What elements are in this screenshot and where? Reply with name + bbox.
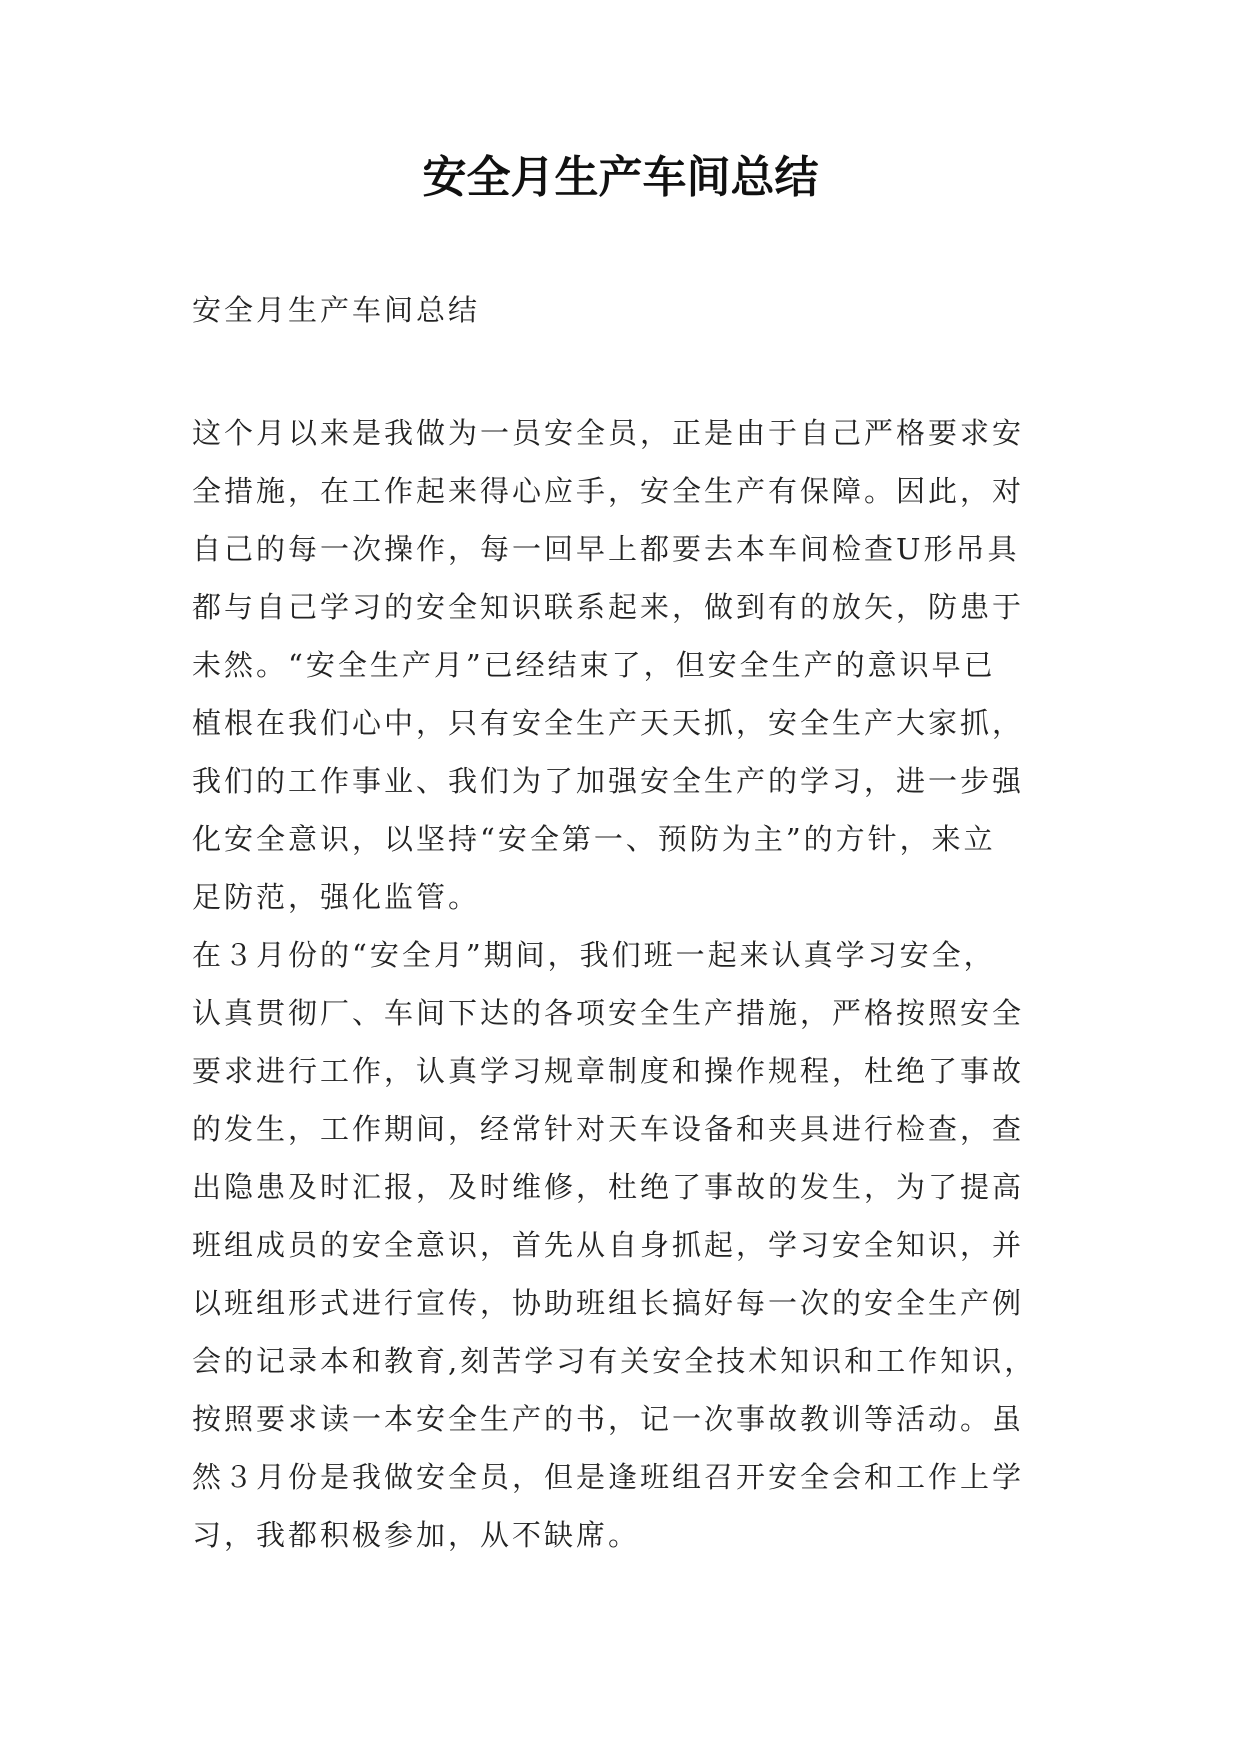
body-line: 我们的工作事业、我们为了加强安全生产的学习，进一步强 <box>192 764 1025 798</box>
document-body <box>192 404 1062 1564</box>
document-subtitle: 安全月生产车间总结 <box>192 293 481 327</box>
body-line: 在３月份的“安全月”期间，我们班一起来认真学习安全， <box>192 938 996 972</box>
body-line: 全措施，在工作起来得心应手，安全生产有保障。因此，对 <box>192 474 1025 508</box>
body-line: 植根在我们心中，只有安全生产天天抓，安全生产大家抓， <box>192 706 1025 740</box>
body-line: 都与自己学习的安全知识联系起来，做到有的放矢，防患于 <box>192 590 1025 624</box>
body-line: 会的记录本和教育,刻苦学习有关安全技术知识和工作知识， <box>192 1344 1037 1378</box>
body-line: 要求进行工作，认真学习规章制度和操作规程，杜绝了事故 <box>192 1054 1025 1088</box>
body-line: 自己的每一次操作，每一回早上都要去本车间检查U形吊具 <box>192 532 1020 566</box>
body-line: 这个月以来是我做为一员安全员，正是由于自己严格要求安 <box>192 416 1025 450</box>
document-title: 安全月生产车间总结 <box>422 152 819 203</box>
body-line: 化安全意识，以坚持“安全第一、预防为主”的方针，来立 <box>192 822 996 856</box>
body-line: 班组成员的安全意识，首先从自身抓起，学习安全知识，并 <box>192 1228 1025 1262</box>
body-line: 足防范，强化监管。 <box>192 880 481 914</box>
body-line: 以班组形式进行宣传，协助班组长搞好每一次的安全生产例 <box>192 1286 1025 1320</box>
body-line: 出隐患及时汇报，及时维修，杜绝了事故的发生，为了提高 <box>192 1170 1025 1204</box>
body-line: 习，我都积极参加，从不缺席。 <box>192 1518 641 1552</box>
body-line: 然３月份是我做安全员，但是逢班组召开安全会和工作上学 <box>192 1460 1025 1494</box>
body-line: 按照要求读一本安全生产的书，记一次事故教训等活动。虽 <box>192 1402 1025 1436</box>
body-line: 的发生，工作期间，经常针对天车设备和夹具进行检查，查 <box>192 1112 1025 1146</box>
body-line: 未然。“安全生产月”已经结束了，但安全生产的意识早已 <box>192 648 996 682</box>
body-line: 认真贯彻厂、车间下达的各项安全生产措施，严格按照安全 <box>192 996 1025 1030</box>
